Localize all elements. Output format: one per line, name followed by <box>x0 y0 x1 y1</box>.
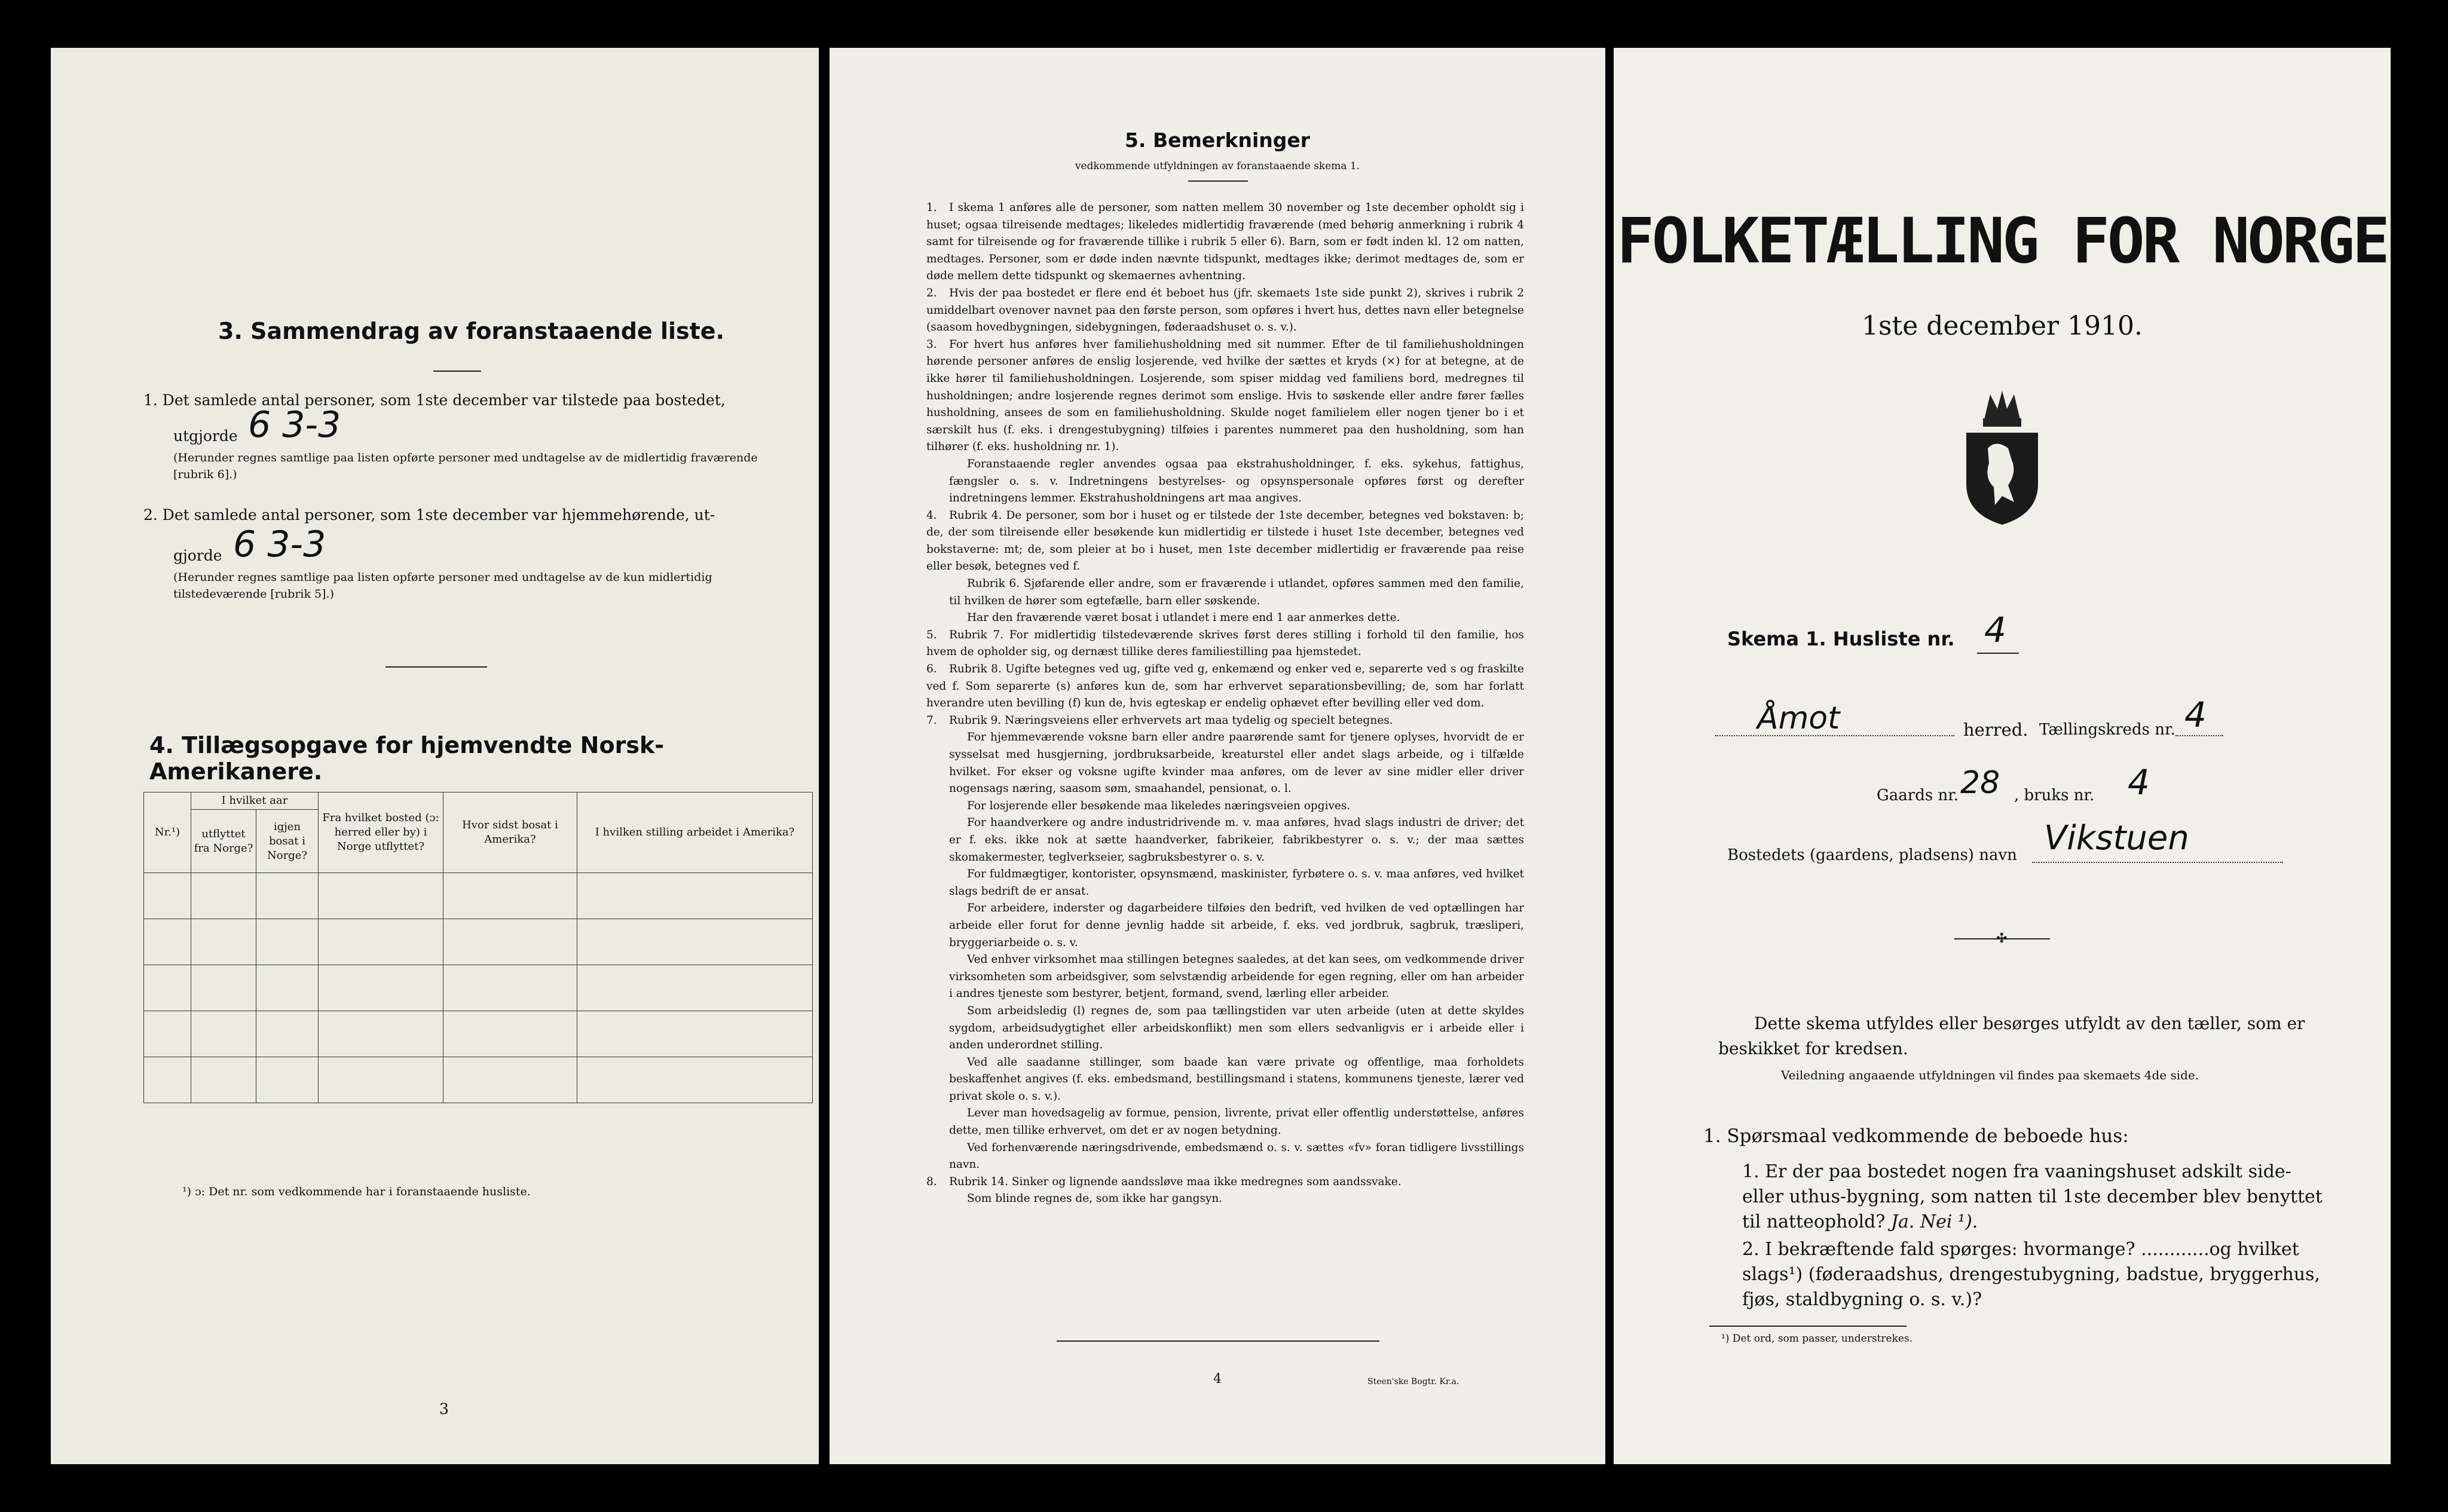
item2-note: (Herunder regnes samtlige paa listen opførte personer med undtagelse av de kun midlertidig tilstedeværende [rubrik 5].) <box>173 571 712 601</box>
remark-number: 3. <box>926 338 937 351</box>
bosted-label: Bostedets (gaardens, pladsens) navn <box>1727 846 2017 864</box>
item1-handwritten-value: 6 3-3 <box>248 404 341 446</box>
item2-handwritten-value: 6 3-3 <box>233 524 326 565</box>
remark-text: For haandverkere og andre industridrivende m. v. maa anføres, hvad slags industri de driver; det er f. eks. ikke nok at sætte haandverker, fabrikeier, fabrikbestyrer o. s. v.; der maa sættes skomakermester, teglverkseier, sagbruksbestyrer o. s. v. <box>949 816 1524 864</box>
remark-text: Hvis der paa bostedet er flere end ét beboet hus (jfr. skemaets 1ste side punkt 2), skrives i rubrik 2 umiddelbart ovenover navnet paa den første person, som opføres i hvert hus, dettes navn eller betegnelse (saasom hovedbygningen, sidebygningen, føderaadshuset o. s. v.). <box>926 286 1524 334</box>
remark-item <box>926 1105 1524 1139</box>
remark-item <box>926 661 1524 712</box>
remark-item <box>926 1003 1524 1054</box>
question-1-answer: Ja. Nei ¹). <box>1890 1211 1978 1232</box>
divider <box>433 371 481 372</box>
remark-item <box>926 576 1524 610</box>
husliste-nr-value: 4 <box>1984 610 2006 650</box>
remark-item <box>926 951 1524 1003</box>
instruction-text: Dette skema utfyldes eller besørges utfyldt av den tæller, som er beskikket for kredsen. <box>1718 1014 2305 1058</box>
norsk-amerikanere-table <box>143 792 813 1103</box>
table-row <box>144 965 813 1011</box>
question-2: 2. I bekræftende fald spørges: hvormange? ............og hvilket slags¹) (føderaadshus, drengestubygning, badstue, bryggerhus, fjøs, staldbygning o. s. v.)? <box>1742 1239 2321 1310</box>
gaards-value: 28 <box>1960 765 2000 801</box>
divider <box>1057 1340 1379 1342</box>
remark-text: Ved alle saadanne stillinger, som baade kan være private og offentlige, maa forholdets beskaffenhet angives (f. eks. embedsmand, bestillingsmand i statens, kommunens tjeneste, lærer ved privat skole o. s. v.). <box>949 1055 1524 1103</box>
remark-item <box>926 712 1524 730</box>
remark-text: Rubrik 9. Næringsveiens eller erhvervets art maa tydelig og specielt betegnes. <box>949 714 1393 727</box>
remark-text: Rubrik 7. For midlertidig tilstedeværende skrives først deres stilling i forhold til den familie, hos hvem de opholder sig, og dernæst tillike deres familiestilling paa hjemstedet. <box>926 628 1524 659</box>
kreds-line <box>2175 735 2223 736</box>
form-date: 1ste december 1910. <box>1861 311 2143 341</box>
th-year-group: I hvilket aar <box>191 792 319 810</box>
remark-item <box>926 627 1524 661</box>
remark-item <box>926 507 1524 576</box>
section4-title: 4. Tillægsopgave for hjemvendte Norsk-Amerikanere. <box>149 732 664 785</box>
ornament-icon: ✣ <box>1996 931 2008 946</box>
remarks-subtitle: vedkommende utfyldningen av foranstaaende skema 1. <box>1075 160 1360 172</box>
question-1: 1. Er der paa bostedet nogen fra vaaningshuset adskilt side- eller uthus-bygning, som natten til 1ste december blev benyttet til natteophold? Ja. Nei ¹). <box>1742 1161 2322 1232</box>
remark-text: For arbeidere, inderster og dagarbeidere tilføies den bedrift, ved hvilken de ved optællingen har arbeide eller forut for denne jevnlig hadde sit arbeide, f. eks. ved jordbruk, sagbruk, træsliperi, bryggeriarbeide o. s. v. <box>949 902 1524 949</box>
remark-text: Rubrik 14. Sinker og lignende aandssløve maa ikke medregnes som aandssvake. <box>949 1175 1402 1188</box>
remark-number: 6. <box>926 663 937 676</box>
th-nr: Nr.¹) <box>144 792 191 873</box>
remarks-title: 5. Bemerkninger <box>1124 128 1311 152</box>
skema-label: Skema 1. Husliste nr. <box>1727 628 1955 650</box>
remark-item <box>926 815 1524 866</box>
footnote: ¹) ɔ: Det nr. som vedkommende har i foranstaaende husliste. <box>182 1185 531 1198</box>
veiledning-text: Veiledning angaaende utfyldningen vil findes paa skemaets 4de side. <box>1781 1068 2199 1082</box>
page-left <box>51 48 819 1464</box>
remark-item <box>926 610 1524 627</box>
printer-mark: Steen'ske Bogtr. Kr.a. <box>1367 1377 1459 1386</box>
kreds-value: 4 <box>2184 694 2207 735</box>
remark-text: Rubrik 4. De personer, som bor i huset og er tilstede der 1ste december, betegnes ved bokstaven: b; de, der som tilreisende eller besøkende kun midlertidig er tilstede i huset 1ste december, betegnes ved bokstaverne: mt; de, som pleier at bo i huset, men 1ste december midlertidig er fraværende paa reise eller besøk, betegnes ved f. <box>926 509 1524 573</box>
remark-item <box>926 900 1524 951</box>
remark-item <box>926 1140 1524 1174</box>
remark-item <box>926 866 1524 900</box>
th-from: Fra hvilket bosted (ɔ: herred eller by) i Norge utflyttet? <box>319 792 443 873</box>
page-number: 4 <box>1213 1372 1222 1386</box>
table-row <box>144 873 813 919</box>
th-job: I hvilken stilling arbeidet i Amerika? <box>577 792 813 873</box>
remark-number: 2. <box>926 286 937 299</box>
remarks-list <box>926 200 1524 1208</box>
remark-number: 5. <box>926 628 937 641</box>
remark-item <box>926 200 1524 285</box>
underline <box>1977 653 2019 654</box>
remark-text: Ved enhver virksomhet maa stillingen betegnes saaledes, at det kan sees, om vedkommende driver virksomheten som arbeidsgiver, som selvstændig arbeidende for egen regning, eller om han arbeider i andres tjeneste som bestyrer, betjent, formand, svend, lærling eller arbeider. <box>949 953 1524 1000</box>
item1-note: (Herunder regnes samtlige paa listen opførte personer med undtagelse av de midlertidig fraværende [rubrik 6].) <box>173 451 758 481</box>
remark-number: 8. <box>926 1175 937 1188</box>
item1-prefix: utgjorde <box>173 427 238 445</box>
remark-number: 1. <box>926 201 937 214</box>
herred-line <box>1715 735 1954 736</box>
bruks-label: , bruks nr. <box>2014 786 2095 804</box>
form-title: FOLKETÆLLING FOR NORGE <box>1617 204 2388 277</box>
remark-number: 7. <box>926 714 937 727</box>
remark-text: Rubrik 8. Ugifte betegnes ved ug, gifte ved g, enkemænd og enker ved e, separerte ved s og fraskilte ved f. Som separerte (s) anføres kun de, som har erhvervet separationsbevilling; de, som har forlatt hverandre uten bevilling (f) kun de, hvis egteskap er endelig ophævet efter bevilling eller ved dom. <box>926 663 1524 710</box>
th-back: igjen bosat i Norge? <box>256 810 319 873</box>
remark-text: I skema 1 anføres alle de personer, som natten mellem 30 november og 1ste december opholdt sig i huset; ogsaa tilreisende medtages; likeledes midlertidig fraværende (med behørig anmerkning i rubrik 4 samt for tilreisende og for fraværende tillike i rubrik 5 eller 6). Barn, som er født inden kl. 12 om natten, medtages. Personer, som er døde inden nævnte tidspunkt, medtages ikke; derimot medtages de, som er døde mellem dette tidspunkt og skemaernes avhentning. <box>926 201 1524 283</box>
item2-text: 2. Det samlede antal personer, som 1ste december var hjemmehørende, ut- <box>143 506 715 524</box>
remark-item <box>926 456 1524 507</box>
remark-text: Som arbeidsledig (l) regnes de, som paa tællingstiden var uten arbeide (uten at dette skyldes sygdom, arbeidsudygtighet eller arbeidskonflikt) men som ellers sedvanligvis er i arbeide eller i anden underordnet stilling. <box>949 1004 1524 1052</box>
table-row <box>144 919 813 965</box>
remark-text: Har den fraværende været bosat i utlandet i mere end 1 aar anmerkes dette. <box>967 611 1400 625</box>
remark-item <box>926 336 1524 456</box>
remark-item <box>926 285 1524 336</box>
remark-item <box>926 1054 1524 1106</box>
remark-item <box>926 1174 1524 1191</box>
remark-text: For hjemmeværende voksne barn eller andre paarørende samt for tjenere oplyses, hvorvidt de er sysselsat med husgjerning, jordbruksarbeide, kreaturstel eller andet slags arbeide, og i tilfælde hvilket. For ekser og voksne ugifte kvinder maa anføres, om de lever av sine midler eller driver nogensags næring, saasom søm, smaahandel, pensionat, o. l. <box>949 731 1524 795</box>
herred-value: Åmot <box>1757 700 1840 736</box>
bosted-line <box>2032 862 2283 863</box>
item1-text: 1. Det samlede antal personer, som 1ste december var tilstede paa bostedet, <box>143 391 726 409</box>
bruks-value: 4 <box>2128 762 2150 803</box>
footnote: ¹) Det ord, som passer, understrekes. <box>1721 1333 1913 1345</box>
remark-item <box>926 798 1524 815</box>
question-header: 1. Spørsmaal vedkommende de beboede hus: <box>1703 1125 2129 1147</box>
remark-item <box>926 729 1524 797</box>
remark-item <box>926 1190 1524 1208</box>
remark-text: For losjerende eller besøkende maa likeledes næringsveien opgives. <box>967 799 1351 812</box>
th-where: Hvor sidst bosat i Amerika? <box>443 792 577 873</box>
bosted-value: Vikstuen <box>2044 819 2189 858</box>
page-middle <box>830 48 1605 1464</box>
table-row <box>144 1057 813 1103</box>
remark-text: For fuldmægtiger, kontorister, opsynsmænd, maskinister, fyrbøtere o. s. v. maa anføres, ved hvilket slags bedrift de er ansat. <box>949 868 1524 898</box>
remark-text: Rubrik 6. Sjøfarende eller andre, som er fraværende i utlandet, opføres sammen med den familie, til hvilken de hører som egtefælle, barn eller søskende. <box>949 577 1524 607</box>
item2-prefix: gjorde <box>173 547 222 564</box>
page-number: 3 <box>439 1400 449 1418</box>
divider <box>1709 1326 1907 1327</box>
table-row <box>144 1011 813 1057</box>
remark-text: For hvert hus anføres hver familiehusholdning med sit nummer. Efter de til familiehusholdningen hørende personer anføres de enslig losjerende, ved hvilke der sættes et kryds (×) for at betegne, at de ikke hører til familiehusholdningen. Losjerende, som spiser middag ved familiens bord, medregnes til husholdningen; andre losjerende regnes derimot som enslige. Hvis to søskende eller andre fører fælles husholdning, ansees de som en familiehusholdning. Skulde noget familielem eller nogen tjener bo i et særskilt hus (f. eks. i drengestubygning) tilføies i parentes nummeret paa den husholdning, som han tilhører (f. eks. husholdning nr. 1). <box>926 338 1524 454</box>
th-out: utflyttet fra Norge? <box>191 810 256 873</box>
gaards-label: Gaards nr. <box>1877 786 1959 804</box>
remark-text: Ved forhenværende næringsdrivende, embedsmænd o. s. v. sættes «fv» foran tidligere livsstillings navn. <box>949 1141 1524 1171</box>
divider <box>385 666 487 668</box>
divider <box>1188 180 1248 182</box>
section3-title: 3. Sammendrag av foranstaaende liste. <box>218 318 725 344</box>
herred-label: herred. <box>1963 720 2028 740</box>
remark-number: 4. <box>926 509 937 522</box>
kreds-label: Tællingskreds nr. <box>2039 721 2175 739</box>
page-right <box>1614 48 2391 1464</box>
remark-text: Foranstaaende regler anvendes ogsaa paa ekstrahusholdninger, f. eks. sykehus, fattighus, fængsler o. s. v. Indretningens bestyrelses- og opsynspersonale opføres først og derefter indretningens lemmer. Ekstrahusholdningens art maa angives. <box>949 457 1524 505</box>
coat-of-arms-icon <box>1960 382 2044 526</box>
remark-text: Lever man hovedsagelig av formue, pension, livrente, privat eller offentlig understøttelse, anføres dette, men tillike erhvervet, om det er av nogen betydning. <box>949 1107 1524 1137</box>
remark-text: Som blinde regnes de, som ikke har gangsyn. <box>967 1192 1223 1205</box>
